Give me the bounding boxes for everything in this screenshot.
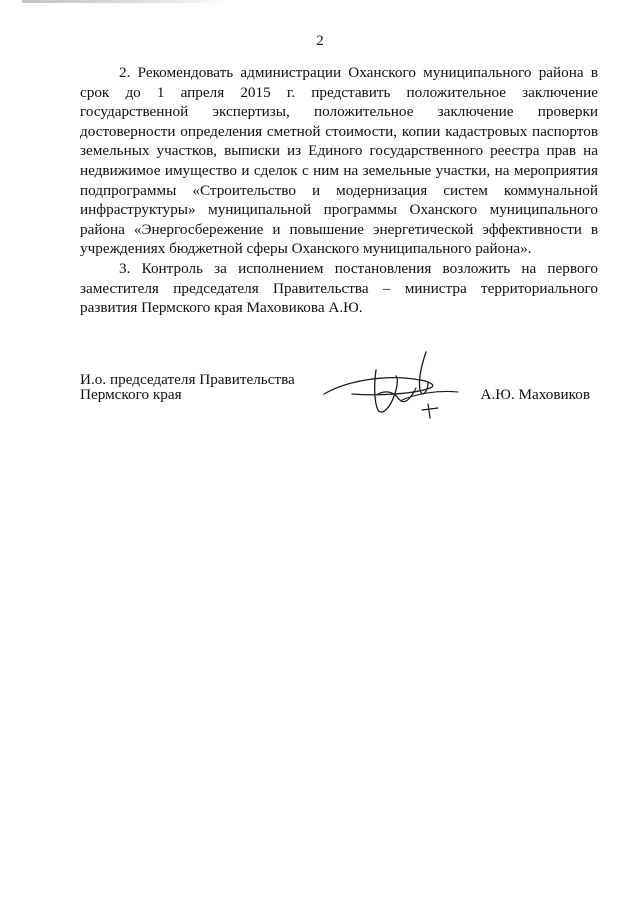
handwritten-signature: [318, 350, 468, 430]
paragraph-control: 3. Контроль за исполнением постановления возложить на первого заместителя председателя Правительства – министра территориального развития Пермского края Маховикова А.Ю.: [80, 259, 598, 317]
paragraph-recommendation: 2. Рекомендовать администрации Оханского муниципального района в срок до 1 апреля 2015 г. представить положительное заключение государственной экспертизы, положительное заключение проверки достоверности определения сметной стоимости, копии кадастровых паспортов земельных участков, выписки из Единого государственного реестра прав на недвижимое имущество и сделок с ним на земельные участки, на мероприятия подпрограммы «Строительство и модернизация систем коммунальной инфраструктуры» муниципальной программы Оханского муниципального района «Энергосбережение и повышение энергетической эффективности в учреждениях бюджетной сферы Оханского муниципального района».: [80, 64, 598, 258]
scan-artifact: [22, 0, 227, 3]
signer-position-line-1: И.о. председателя Правительства: [80, 371, 295, 388]
signature-block: [80, 372, 590, 432]
signer-position: [80, 372, 295, 402]
signer-position-line-2: Пермского края: [80, 386, 182, 403]
page-number: 2: [316, 33, 324, 49]
signer-name: А.Ю. Маховиков: [480, 386, 590, 403]
document-body: [80, 63, 598, 318]
